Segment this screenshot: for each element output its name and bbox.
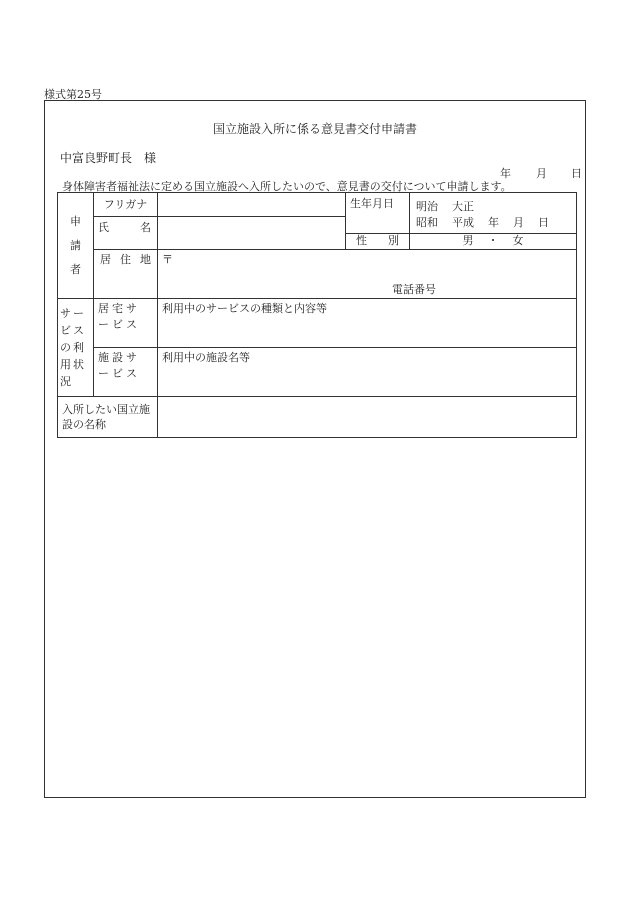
home-service-field[interactable]: [158, 299, 577, 348]
address-field[interactable]: [158, 250, 577, 299]
form-number: 様式第25号: [44, 88, 102, 101]
date-day-label: 日: [571, 167, 582, 180]
era-row-2: 昭和 平成 年 月 日: [416, 216, 549, 229]
applicant-section-label: 申 請 者: [58, 193, 94, 299]
sex-label: 性 別: [346, 234, 410, 250]
home-service-desc: 利用中のサービスの種類と内容等: [162, 302, 327, 315]
furigana-label: フリガナ: [94, 193, 158, 217]
desired-facility-field[interactable]: [158, 397, 577, 438]
facility-service-label: 施設サービス: [94, 348, 158, 397]
postal-mark: 〒: [162, 253, 173, 266]
birthdate-field[interactable]: [410, 193, 577, 234]
name-label: 氏 名: [94, 217, 158, 250]
service-section-label: サービスの利用状況: [58, 299, 94, 397]
birthdate-label: 生年月日: [346, 193, 410, 234]
intro-text: 身体障害者福祉法に定める国立施設へ入所したいので、意見書の交付について申請します。: [62, 180, 512, 193]
furigana-field[interactable]: [158, 193, 346, 217]
phone-label: 電話番号: [392, 283, 436, 296]
era-row-1: 明治 大正: [416, 200, 474, 213]
form-title: 国立施設入所に係る意見書交付申請書: [212, 122, 417, 136]
application-table: [57, 192, 577, 438]
desired-facility-label: 入所したい国立施設の名称: [58, 397, 158, 438]
facility-service-field[interactable]: [158, 348, 577, 397]
address-label: 居 住 地: [94, 250, 158, 299]
home-service-label: 居宅サービス: [94, 299, 158, 348]
date-month-label: 月: [536, 167, 547, 180]
name-field[interactable]: [158, 217, 346, 250]
facility-service-desc: 利用中の施設名等: [162, 351, 250, 364]
addressee: 中富良野町長 様: [60, 151, 157, 165]
sex-field[interactable]: 男 ・ 女: [410, 234, 577, 250]
date-year-label: 年: [500, 167, 511, 180]
